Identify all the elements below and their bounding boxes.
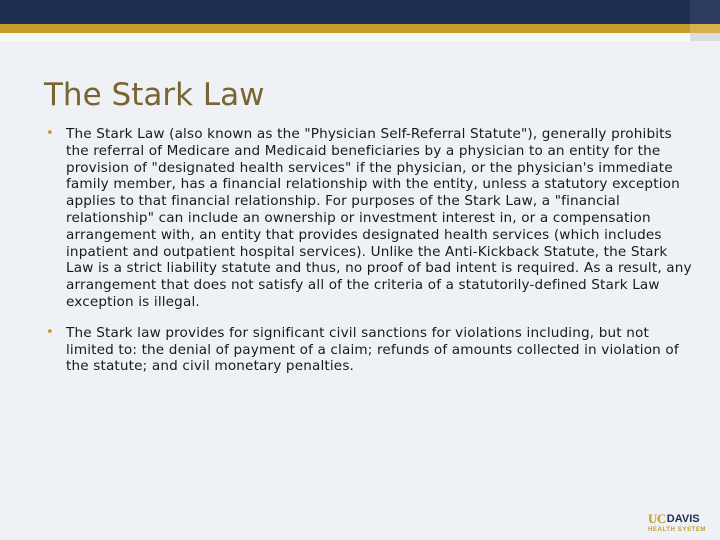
bullet-marker-icon: • [46, 324, 54, 340]
slide-title: The Stark Law [44, 77, 265, 113]
logo-uc-mark: UC [648, 511, 666, 526]
uc-davis-logo [648, 512, 710, 536]
header-gold-band [0, 24, 720, 33]
bullet-item [46, 126, 696, 311]
logo-subtitle: HEALTH SYSTEM [648, 527, 707, 533]
bullet-item [46, 325, 696, 375]
bullet-marker-icon: • [46, 126, 54, 141]
bullet-text: The Stark Law (also known as the "Physician Self-Referral Statute"), generally prohibits the referral of Medicare and Medicaid beneficiaries by a physician to an entity for the provision of "designated health services" if the physician, or the physician's immediate family member, has a financial relationship with the entity, unless a statutory exception applies to that financial relationship. For purposes of the Stark Law, a "financial relationship" can include an ownership or investment interest in, or a compensation arrangement with, an entity that provides designated health services (which includes inpatient and outpatient hospital services). Unlike the Anti-Kickback Statute, the Stark Law is a strict liability statute and thus, no proof of bad intent is required. As a result, any arrangement that does not satisfy all of the criteria of a statutorily-defined Stark Law exception is illegal. [66, 126, 692, 310]
bullet-text: The Stark law provides for significant civil sanctions for violations including, but not limited to: the denial of payment of a claim; refunds of amounts collected in violation of the statute; and civil monetary penalties. [66, 324, 679, 375]
header-light-band [0, 33, 720, 41]
bullet-list [46, 126, 696, 375]
header-gold-corner [690, 24, 720, 33]
header-navy-corner [690, 0, 720, 24]
header-light-corner [690, 33, 720, 41]
header-navy-band [0, 0, 720, 24]
logo-davis-wordmark: DAVIS [666, 513, 700, 525]
